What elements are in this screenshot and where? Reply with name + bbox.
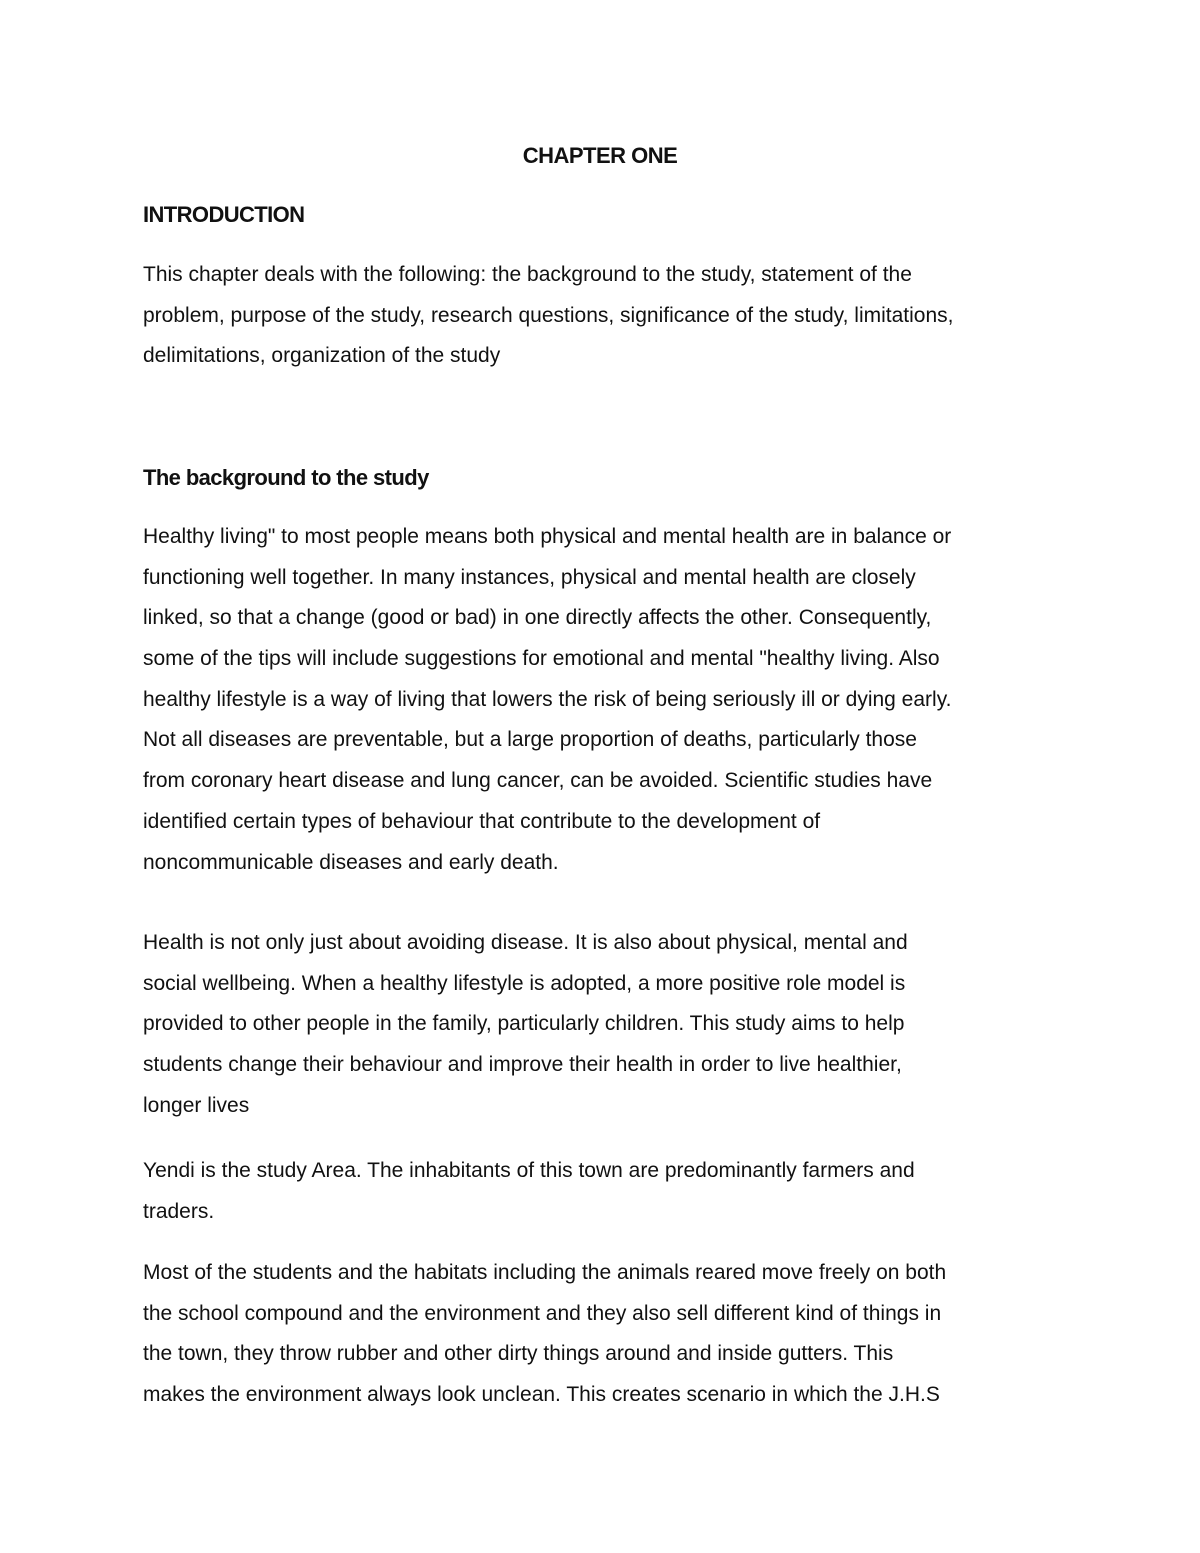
paragraph-line: This chapter deals with the following: the background to the study, statement of the [143, 263, 912, 286]
paragraph-line: the town, they throw rubber and other dirty things around and inside gutters. This [143, 1342, 894, 1366]
paragraph-line: healthy lifestyle is a way of living that lowers the risk of being seriously ill or dying early. [143, 687, 952, 711]
paragraph-line: Healthy living" to most people means both physical and mental health are in balance or [143, 525, 952, 548]
background-paragraph-1 [143, 517, 1083, 883]
paragraph-line: noncommunicable diseases and early death. [143, 850, 559, 874]
paragraph-line: makes the environment always look unclean. This creates scenario in which the J.H.S [143, 1383, 940, 1407]
paragraph-line: identified certain types of behaviour that contribute to the development of [143, 809, 821, 833]
introduction-heading: INTRODUCTION [143, 202, 305, 227]
paragraph-line: some of the tips will include suggestions for emotional and mental "healthy living. Also [143, 647, 940, 671]
paragraph-line: Most of the students and the habitats including the animals reared move freely on both [143, 1261, 947, 1284]
paragraph-line: Health is not only just about avoiding disease. It is also about physical, mental and [143, 931, 908, 954]
chapter-title: CHAPTER ONE [522, 143, 678, 168]
paragraph-line: Not all diseases are preventable, but a large proportion of deaths, particularly those [143, 728, 917, 752]
background-paragraph-3 [143, 1151, 1083, 1232]
paragraph-line: problem, purpose of the study, research questions, significance of the study, limitations, [143, 303, 954, 327]
paragraph-line: linked, so that a change (good or bad) in one directly affects the other. Consequently, [143, 606, 932, 630]
paragraph-line: delimitations, organization of the study [143, 344, 501, 368]
paragraph-line: social wellbeing. When a healthy lifestyle is adopted, a more positive role model is [143, 971, 906, 995]
paragraph-line: students change their behaviour and improve their health in order to live healthier, [143, 1053, 902, 1077]
paragraph-line: provided to other people in the family, particularly children. This study aims to help [143, 1012, 905, 1036]
introduction-paragraph [143, 255, 1083, 377]
background-paragraph-4 [143, 1253, 1083, 1416]
background-heading: The background to the study [143, 465, 429, 490]
paragraph-line: traders. [143, 1199, 215, 1223]
paragraph-line: Yendi is the study Area. The inhabitants of this town are predominantly farmers and [143, 1159, 915, 1182]
paragraph-line: the school compound and the environment and they also sell different kind of things in [143, 1301, 942, 1325]
paragraph-line: longer lives [143, 1093, 250, 1117]
paragraph-line: from coronary heart disease and lung cancer, can be avoided. Scientific studies have [143, 769, 933, 793]
paragraph-line: functioning well together. In many instances, physical and mental health are closely [143, 565, 916, 589]
background-paragraph-2 [143, 923, 1083, 1126]
